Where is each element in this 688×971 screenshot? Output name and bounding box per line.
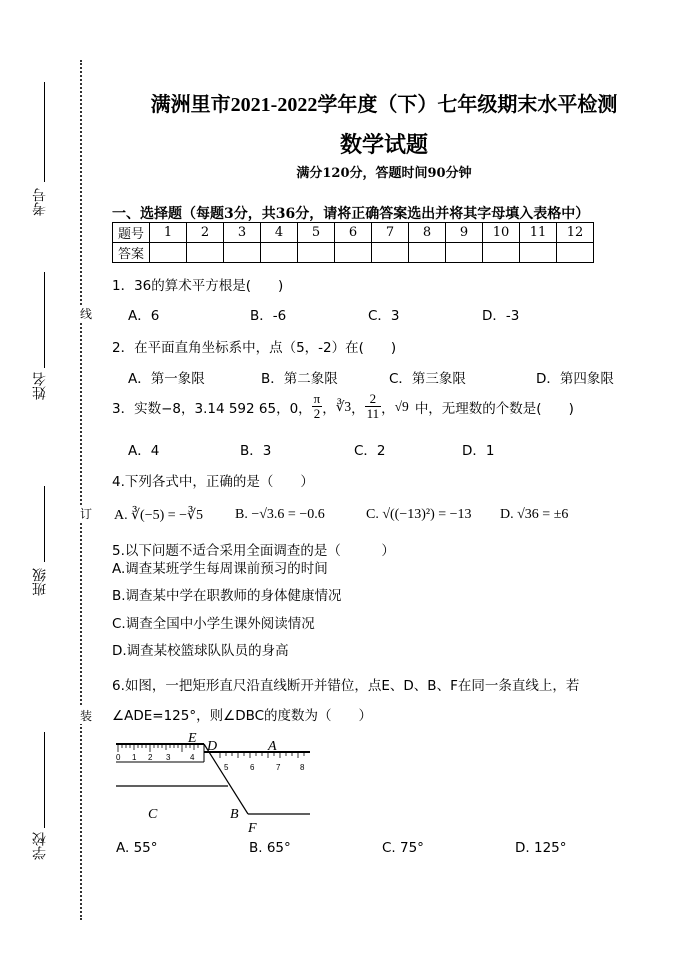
q6-option-c: C. 75° <box>382 840 424 856</box>
answer-cell[interactable] <box>372 243 409 263</box>
q4-option-d: D. √36 = ±6 <box>500 507 569 522</box>
question-5: 5.以下问题不适合采用全面调查的是（ ） <box>112 543 395 559</box>
label-A: A <box>268 739 277 754</box>
q3-sep: ， <box>381 400 395 417</box>
table-cell-number: 5 <box>298 223 335 243</box>
answer-cell[interactable] <box>409 243 446 263</box>
question-2: 2．在平面直角坐标系中，点（5，-2）在( ) <box>112 340 397 356</box>
label-F: F <box>248 821 257 836</box>
q3-pi-fraction <box>312 392 323 421</box>
q3-fraction <box>365 392 382 421</box>
answer-cell[interactable] <box>150 243 187 263</box>
binding-char-line: 线 <box>80 307 93 321</box>
table-answer-label: 答案 <box>113 243 150 263</box>
question-6-line2: ∠ADE=125°，则∠DBC的度数为（ ） <box>112 708 373 724</box>
binding-char-zhuang: 装 <box>80 709 93 723</box>
answer-cell[interactable] <box>557 243 594 263</box>
school-line <box>44 732 45 828</box>
q6-option-b: B. 65° <box>249 840 291 856</box>
q6-option-d: D. 125° <box>515 840 567 856</box>
q2-option-d: D．第四象限 <box>536 371 614 387</box>
q5-option-a: A.调查某班学生每周课前预习的时间 <box>112 561 328 577</box>
q4-option-b: B. −√3.6 = −0.6 <box>235 507 325 522</box>
question-4: 4.下列各式中，正确的是（ ） <box>112 474 314 490</box>
answer-cell[interactable] <box>520 243 557 263</box>
question-3 <box>112 392 574 421</box>
answer-cell[interactable] <box>446 243 483 263</box>
q1-option-c: C．3 <box>368 308 400 324</box>
q2-option-b: B．第二象限 <box>261 371 338 387</box>
q3-frac-den: 11 <box>366 406 380 421</box>
table-cell-number: 11 <box>520 223 557 243</box>
q4-option-c: C. √((−13)²) = −13 <box>366 507 472 522</box>
page-title: 满洲里市2021-2022学年度（下）七年级期末水平检测 <box>150 94 618 116</box>
answer-table <box>112 222 594 263</box>
answer-cell[interactable] <box>224 243 261 263</box>
q5-option-c: C.调查全国中小学生课外阅读情况 <box>112 616 315 632</box>
page-subtitle: 数学试题 <box>339 132 428 158</box>
answer-cell[interactable] <box>335 243 372 263</box>
question-1: 1．36的算术平方根是( ) <box>112 278 284 294</box>
ruler-left-tick-label: 0 <box>116 753 121 762</box>
ruler-left-tick-label: 3 <box>166 753 171 762</box>
ruler-left-ticks <box>118 744 198 752</box>
table-cell-number: 4 <box>261 223 298 243</box>
q2-option-a: A．第一象限 <box>128 371 205 387</box>
ruler-left-tick-label: 2 <box>148 753 153 762</box>
table-row-answers <box>113 243 594 263</box>
exam-no-label: 考号 <box>32 188 48 216</box>
label-D: D <box>207 739 218 754</box>
class-line <box>44 486 45 562</box>
q3-pi-den: 2 <box>313 406 321 421</box>
q3-option-d: D．1 <box>462 443 495 459</box>
answer-cell[interactable] <box>483 243 520 263</box>
answer-cell[interactable] <box>261 243 298 263</box>
table-cell-number: 8 <box>409 223 446 243</box>
label-B: B <box>230 807 239 822</box>
q6-option-a: A. 55° <box>116 840 158 856</box>
ruler-right-tick-label: 6 <box>250 763 255 772</box>
table-cell-number: 10 <box>483 223 520 243</box>
q3-suffix: 中，无理数的个数是( ) <box>414 400 574 417</box>
q3-pi-num: π <box>313 391 321 406</box>
answer-cell[interactable] <box>298 243 335 263</box>
score-time-info: 满分120分，答题时间90分钟 <box>296 166 472 181</box>
ruler-right-tick-label: 7 <box>276 763 281 772</box>
ruler-right-tick-label: 8 <box>300 763 305 772</box>
q3-option-c: C．2 <box>354 443 386 459</box>
ruler-left-tick-label: 4 <box>190 753 195 762</box>
table-row-numbers <box>113 223 594 243</box>
q3-sqrt: √9 <box>394 398 409 414</box>
q3-prefix: 3．实数−8，3.14 592 65，0， <box>112 400 312 417</box>
q1-option-d: D．-3 <box>482 308 520 324</box>
table-cell-number: 3 <box>224 223 261 243</box>
label-C: C <box>148 807 158 822</box>
answer-cell[interactable] <box>187 243 224 263</box>
table-cell-number: 6 <box>335 223 372 243</box>
label-E: E <box>188 731 197 746</box>
q5-option-d: D.调查某校篮球队队员的身高 <box>112 643 289 659</box>
name-label: 姓名 <box>32 372 48 400</box>
ruler-left-tick-label: 1 <box>132 753 137 762</box>
q3-frac-num: 2 <box>365 392 382 407</box>
table-cell-number: 12 <box>557 223 594 243</box>
section-heading: 一、选择题（每题3分，共36分，请将正确答案选出并将其字母填入表格中） <box>112 206 590 222</box>
q3-sep: ， <box>351 400 365 417</box>
q6-ruler-figure <box>112 728 322 836</box>
name-line <box>44 272 45 368</box>
question-6-line1: 6.如图，一把矩形直尺沿直线断开并错位，点E、D、B、F在同一条直线上，若 <box>112 678 580 694</box>
q3-cube-root: ∛3 <box>335 398 352 414</box>
table-cell-number: 2 <box>187 223 224 243</box>
binding-dotted-line <box>80 60 82 920</box>
q3-option-a: A．4 <box>128 443 160 459</box>
q1-option-b: B．-6 <box>250 308 287 324</box>
q1-option-a: A．6 <box>128 308 160 324</box>
binding-char-ding: 订 <box>80 507 93 521</box>
school-label: 学校 <box>32 832 48 860</box>
table-header-label: 题号 <box>113 223 150 243</box>
table-cell-number: 7 <box>372 223 409 243</box>
q2-option-c: C．第三象限 <box>389 371 466 387</box>
table-cell-number: 9 <box>446 223 483 243</box>
q5-option-b: B.调查某中学在职教师的身体健康情况 <box>112 588 342 604</box>
class-label: 班级 <box>32 568 48 596</box>
q3-sep: ， <box>322 400 336 417</box>
ruler-right-tick-label: 5 <box>224 763 229 772</box>
table-cell-number: 1 <box>150 223 187 243</box>
exam-no-line <box>44 82 45 182</box>
q4-option-a: A. ∛(−5) = −∛5 <box>114 508 203 523</box>
q3-option-b: B．3 <box>240 443 272 459</box>
